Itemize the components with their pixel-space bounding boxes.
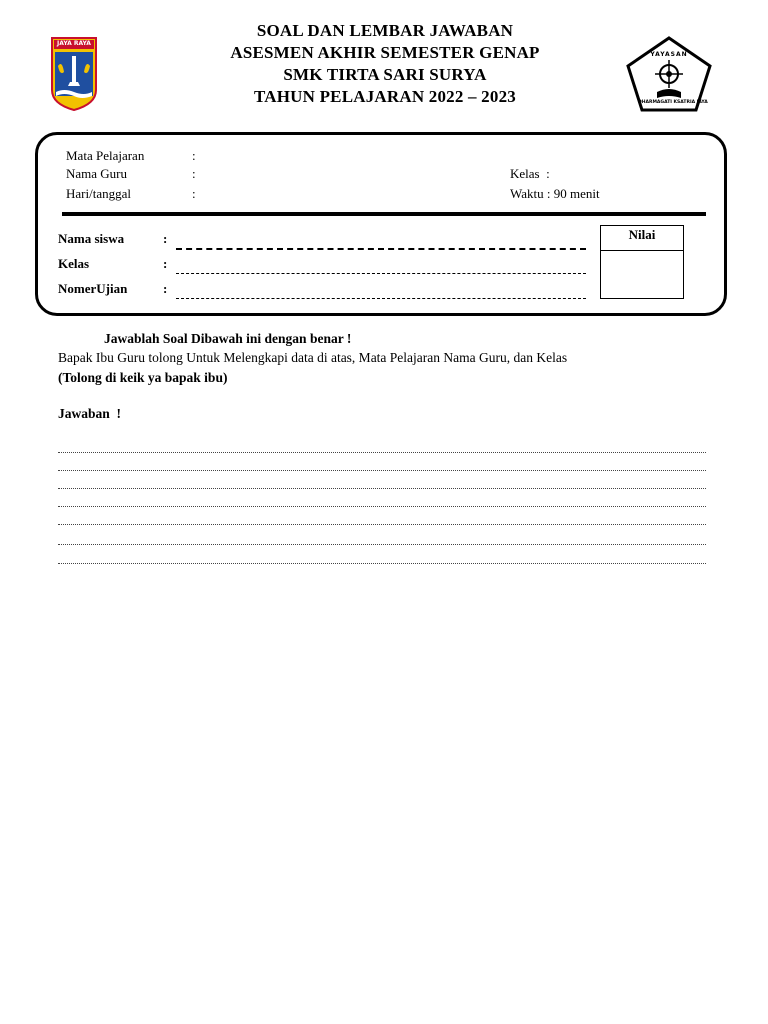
mata-pelajaran-colon: : (192, 148, 196, 163)
answer-line[interactable] (58, 544, 706, 545)
jawaban-label: Jawaban ! (58, 406, 122, 421)
answer-line[interactable] (58, 488, 706, 489)
nama-siswa-input-line[interactable] (176, 248, 586, 250)
nama-siswa-label: Nama siswa (58, 231, 125, 246)
nama-guru-colon: : (192, 166, 196, 181)
kelas-student-label: Kelas (58, 256, 90, 271)
hari-tanggal-colon: : (192, 186, 196, 201)
kelas-input-line[interactable] (176, 273, 586, 274)
yayasan-logo-bottom-text: DHARMAGATI KSATRIA JAYA (638, 100, 708, 105)
nilai-label: Nilai (601, 226, 683, 251)
hari-tanggal-label: Hari/tanggal (66, 186, 131, 201)
kelas-info-label: Kelas : (510, 166, 550, 181)
teacher-note: Bapak Ibu Guru tolong Untuk Melengkapi data di atas, Mata Pelajaran Nama Guru, dan Kelas (58, 350, 568, 365)
yayasan-logo (624, 36, 714, 112)
teacher-note-bold: (Tolong di keik ya bapak ibu) (58, 370, 228, 385)
nomer-ujian-input-line[interactable] (176, 298, 586, 299)
header-title-line-1: SOAL DAN LEMBAR JAWABAN (256, 21, 514, 40)
header-school-name: SMK TIRTA SARI SURYA (283, 65, 487, 84)
jaya-raya-logo (50, 36, 98, 112)
nomer-ujian-label: NomerUjian (58, 281, 128, 296)
mata-pelajaran-label: Mata Pelajaran (66, 148, 145, 163)
nama-siswa-colon: : (163, 231, 168, 246)
waktu-label: Waktu : 90 menit (510, 186, 600, 201)
header-title-line-2: ASESMEN AKHIR SEMESTER GENAP (230, 43, 540, 62)
info-divider (62, 212, 706, 216)
answer-line[interactable] (58, 524, 706, 525)
answer-line[interactable] (58, 452, 706, 453)
kelas-student-colon: : (163, 256, 168, 271)
nomer-ujian-colon: : (163, 281, 168, 296)
header-academic-year: TAHUN PELAJARAN 2022 – 2023 (254, 87, 516, 106)
jaya-raya-logo-text: JAYA RAYA (57, 40, 91, 47)
yayasan-logo-top-text: YAYASAN (650, 51, 688, 58)
answer-line[interactable] (58, 506, 706, 507)
document-header (180, 20, 590, 108)
answer-line[interactable] (58, 470, 706, 471)
nilai-box (600, 225, 684, 299)
instruction-text: Jawablah Soal Dibawah ini dengan benar ! (104, 331, 352, 346)
answer-line[interactable] (58, 563, 706, 564)
nama-guru-label: Nama Guru (66, 166, 128, 181)
